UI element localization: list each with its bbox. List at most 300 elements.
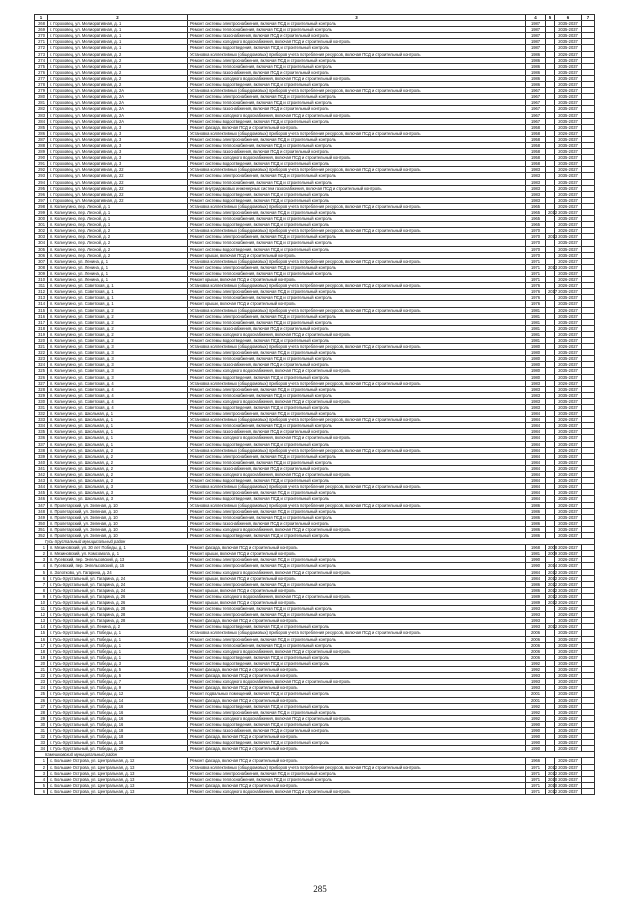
row-number: 275	[35, 63, 48, 69]
row-number: 346	[35, 496, 48, 502]
row-number: 345	[35, 490, 48, 496]
row-number: 13	[35, 618, 48, 624]
planned-period: 2035-2037	[555, 240, 582, 246]
work-type: Ремонт системы холодного водоснабжения, включая ПСД и строительный контроль	[188, 569, 526, 575]
row-number: 3	[35, 770, 48, 776]
year-built: 1984	[526, 496, 546, 502]
year-built: 1981	[526, 551, 546, 557]
year-built: 1990	[526, 563, 546, 569]
planned-period: 2035-2037	[555, 161, 582, 167]
planned-period: 2035-2037	[555, 478, 582, 484]
planned-period: 2035-2037	[555, 191, 582, 197]
address: г. Гороховец, ул. Мелиоративная, д. 3	[48, 124, 188, 130]
planned-period: 2035-2037	[555, 563, 582, 569]
planned-period: 2035-2037	[555, 33, 582, 39]
address: г. Гороховец, ул. Мелиоративная, д. 22	[48, 185, 188, 191]
work-type: Ремонт системы теплоснабжения, включая ПСД и строительный контроль	[188, 142, 526, 148]
planned-period: 2026-2027	[555, 545, 582, 551]
row-number: 32	[35, 734, 48, 740]
year-built: 1986	[526, 69, 546, 75]
work-type: Установка коллективных (общедомовых) приборов учета потребления ресурсов, включая ПСД и строительный контроль	[188, 51, 526, 57]
planned-period: 2035-2037	[555, 289, 582, 295]
work-type: Ремонт системы водоотведения, включая ПСД и строительный контроль	[188, 405, 526, 411]
planned-period: 2035-2037	[555, 411, 582, 417]
planned-period: 2035-2037	[555, 185, 582, 191]
row-number: 324	[35, 362, 48, 368]
row-number: 341	[35, 465, 48, 471]
address: п. Кольчугино, ул. Советская, д. 3	[48, 356, 188, 362]
year-built: 1967	[526, 106, 546, 112]
planned-period: 2035-2037	[555, 630, 582, 636]
planned-period: 2035-2037	[555, 587, 582, 593]
year-built: 1970	[526, 234, 546, 240]
year-built: 1983	[526, 405, 546, 411]
row-number: 6	[35, 788, 48, 794]
header-col-6: 6	[555, 15, 582, 21]
planned-period: 2035-2037	[555, 252, 582, 258]
row-number: 352	[35, 532, 48, 538]
year-last-repair: 2017	[546, 289, 555, 295]
planned-period: 2035-2037	[555, 124, 582, 130]
year-built: 1990	[526, 734, 546, 740]
planned-period: 2026-2027	[555, 130, 582, 136]
year-built: 1984	[526, 441, 546, 447]
work-type: Ремонт системы теплоснабжения, включая ПСД и строительный контроль	[188, 776, 526, 782]
work-type: Ремонт фасада, включая ПСД и строительный контроль	[188, 667, 526, 673]
work-type: Ремонт фасада, включая ПСД и строительный контроль	[188, 673, 526, 679]
work-type: Ремонт системы электроснабжения, включая ПСД и строительный контроль	[188, 94, 526, 100]
year-built: 1986	[526, 82, 546, 88]
address: г. Гусь-Хрустальный, ул. Победы, д. 1	[48, 654, 188, 660]
address: г. Гороховец, ул. Мелиоративная, д. 2	[48, 82, 188, 88]
address: г. Гороховец, ул. Мелиоративная, д. 22	[48, 191, 188, 197]
year-built: 1966	[526, 758, 546, 764]
work-type: Ремонт системы холодного водоснабжения, включая ПСД и строительный контроль	[188, 39, 526, 45]
year-last-repair: 2012	[546, 770, 555, 776]
row-number: 302	[35, 228, 48, 234]
address: п. Кольчугино, пер. Лесной, д. 2	[48, 240, 188, 246]
work-type: Ремонт фасада, включая ПСД и строительный контроль	[188, 782, 526, 788]
address: г. Гороховец, ул. Мелиоративная, д. 3	[48, 142, 188, 148]
work-type: Ремонт системы теплоснабжения, включая ПСД и строительный контроль	[188, 423, 526, 429]
address: г. Гусь-Хрустальный, ул. Победы, д. 18	[48, 740, 188, 746]
planned-period: 2035-2037	[555, 429, 582, 435]
address: г. Гусь-Хрустальный, ул. Гагарина, д. 28	[48, 606, 188, 612]
row-number: 10	[35, 600, 48, 606]
work-type: Ремонт системы электроснабжения, включая ПСД и строительный контроль	[188, 136, 526, 142]
address: п. Кольчугино, ул. Советская, д. 2	[48, 337, 188, 343]
row-number: 273	[35, 51, 48, 57]
work-type: Ремонт системы газоснабжения, включая ПСД и строительный контроль	[188, 465, 526, 471]
year-built: 1958	[526, 124, 546, 130]
work-type: Ремонт системы водоотведения, включая ПСД и строительный контроль	[188, 654, 526, 660]
address: г. Гороховец, ул. Мелиоративная, д. 2	[48, 75, 188, 81]
planned-period: 2035-2037	[555, 697, 582, 703]
address: п. Кольчугино, ул. Советская, д. 4	[48, 386, 188, 392]
planned-period: 2035-2037	[555, 782, 582, 788]
planned-period: 2035-2037	[555, 532, 582, 538]
year-built: 1976	[526, 283, 546, 289]
address: п. Кольчугино, ул. Советская, д. 2	[48, 325, 188, 331]
year-built: 1990	[526, 557, 546, 563]
address: г. Гусь-Хрустальный, ул. Победы, д. 7	[48, 679, 188, 685]
year-last-repair: 2012	[546, 210, 555, 216]
year-built: 1980	[526, 350, 546, 356]
row-number: 350	[35, 520, 48, 526]
planned-period: 2035-2037	[555, 155, 582, 161]
planned-period: 2035-2037	[555, 667, 582, 673]
year-built: 1981	[526, 307, 546, 313]
work-type: Установка коллективных (общедомовых) приборов учета потребления ресурсов, включая ПСД и строительный контроль	[188, 502, 526, 508]
row-number: 268	[35, 21, 48, 27]
work-type: Установка коллективных (общедомовых) приборов учета потребления ресурсов, включая ПСД и строительный контроль	[188, 447, 526, 453]
year-built: 2001	[526, 691, 546, 697]
planned-period: 2026-2027	[555, 612, 582, 618]
planned-period: 2035-2037	[555, 727, 582, 733]
work-type: Ремонт системы теплоснабжения, включая ПСД и строительный контроль	[188, 179, 526, 185]
table-body	[35, 21, 595, 795]
row-number: 315	[35, 307, 48, 313]
work-type: Ремонт системы водоотведения, включая ПСД и строительный контроль	[188, 624, 526, 630]
year-built: 2006	[526, 654, 546, 660]
row-number: 6	[35, 575, 48, 581]
planned-period: 2026-2027	[555, 88, 582, 94]
work-type: Ремонт фасада, включая ПСД и строительный контроль	[188, 685, 526, 691]
planned-period: 2026-2027	[555, 600, 582, 606]
address: с. Большие Острова, ул. Центральная, д. 12	[48, 758, 188, 764]
year-built: 1984	[526, 575, 546, 581]
work-type: Ремонт системы водоотведения, включая ПСД и строительный контроль	[188, 721, 526, 727]
work-type: Ремонт системы водоотведения, включая ПСД и строительный контроль	[188, 478, 526, 484]
address: г. Гороховец, ул. Мелиоративная, д. 1	[48, 39, 188, 45]
planned-period: 2035-2037	[555, 295, 582, 301]
year-built: 1984	[526, 447, 546, 453]
work-type: Ремонт системы водоотведения, включая ПСД и строительный контроль	[188, 197, 526, 203]
year-built: 1992	[526, 660, 546, 666]
planned-period: 2035-2037	[555, 136, 582, 142]
address: г. Гороховец, ул. Мелиоративная, д. 1	[48, 21, 188, 27]
year-built: 1987	[526, 27, 546, 33]
work-type: Ремонт крыши, включая ПСД и строительный контроль	[188, 600, 526, 606]
address: п. Кольчугино, ул. Советская, д. 4	[48, 392, 188, 398]
work-type: Установка коллективных (общедомовых) приборов учета потребления ресурсов, включая ПСД и строительный контроль	[188, 167, 526, 173]
row-number: 22	[35, 673, 48, 679]
address: п. Кольчугино, ул. Школьная, д. 3	[48, 490, 188, 496]
year-built: 1958	[526, 161, 546, 167]
work-type: Ремонт фасада, включая ПСД и строительный контроль	[188, 697, 526, 703]
work-type: Ремонт крыши, включая ПСД и строительный контроль	[188, 277, 526, 283]
year-built: 1993	[526, 685, 546, 691]
year-built: 1984	[526, 478, 546, 484]
year-built: 2006	[526, 642, 546, 648]
planned-period: 2035-2037	[555, 350, 582, 356]
planned-period: 2026-2027	[555, 344, 582, 350]
year-last-repair: 2009	[546, 551, 555, 557]
address: г. Гусь-Хрустальный, ул. Победы, д. 5	[48, 673, 188, 679]
year-built: 1958	[526, 149, 546, 155]
address: г. Гороховец, ул. Мелиоративная, д. 3	[48, 149, 188, 155]
header-col-3: 3	[188, 15, 526, 21]
work-type: Ремонт системы электроснабжения, включая ПСД и строительный контроль	[188, 386, 526, 392]
work-type: Ремонт системы теплоснабжения, включая ПСД и строительный контроль	[188, 514, 526, 520]
row-number: 304	[35, 240, 48, 246]
year-built: 1970	[526, 240, 546, 246]
row-number: 335	[35, 429, 48, 435]
row-number: 283	[35, 112, 48, 118]
address: г. Гусь-Хрустальный, ул. Победы, д. 9	[48, 685, 188, 691]
address: п. Кольчугино, ул. Советская, д. 3	[48, 344, 188, 350]
row-number: 307	[35, 258, 48, 264]
planned-period: 2035-2037	[555, 764, 582, 770]
work-type: Установка коллективных (общедомовых) приборов учета потребления ресурсов, включая ПСД и строительный контроль	[188, 203, 526, 209]
year-built: 1987	[526, 33, 546, 39]
row-number: 287	[35, 136, 48, 142]
planned-period: 2035-2037	[555, 459, 582, 465]
work-type: Ремонт системы теплоснабжения, включая ПСД и строительный контроль	[188, 27, 526, 33]
planned-period: 2026-2027	[555, 502, 582, 508]
row-number: 292	[35, 167, 48, 173]
year-built: 1980	[526, 344, 546, 350]
address: п. Кольчугино, пер. Лесной, д. 1	[48, 216, 188, 222]
address: г. Гусь-Хрустальный, ул. Гагарина, д. 26	[48, 600, 188, 606]
year-built: 1980	[526, 368, 546, 374]
row-number: 348	[35, 508, 48, 514]
address: г. Гусь-Хрустальный, ул. Победы, д. 20	[48, 746, 188, 752]
planned-period: 2026-2027	[555, 417, 582, 423]
address: п. Кольчугино, ул. Советская, д. 1	[48, 283, 188, 289]
year-last-repair: 2010	[546, 782, 555, 788]
address: г. Гороховец, ул. Мелиоративная, д. 1	[48, 27, 188, 33]
address: п. Кольчугино, ул. Советская, д. 1	[48, 289, 188, 295]
year-built: 1958	[526, 130, 546, 136]
year-built: 1967	[526, 88, 546, 94]
work-type: Установка коллективных (общедомовых) приборов учета потребления ресурсов, включая ПСД и строительный контроль	[188, 764, 526, 770]
address: п. Пролетарский, ул. Зеленая, д. 10	[48, 508, 188, 514]
address: г. Гусь-Хрустальный, ул. Победы, д. 16	[48, 715, 188, 721]
address: п. Кольчугино, пер. Лесной, д. 1	[48, 222, 188, 228]
work-type: Ремонт системы электроснабжения, включая ПСД и строительный контроль	[188, 709, 526, 715]
year-built: 1981	[526, 325, 546, 331]
year-built: 1971	[526, 277, 546, 283]
address: г. Гороховец, ул. Мелиоративная, д. 22	[48, 167, 188, 173]
planned-period: 2026-2027	[555, 484, 582, 490]
address: г. Гороховец, ул. Мелиоративная, д. 1	[48, 33, 188, 39]
planned-period: 2035-2037	[555, 514, 582, 520]
row-number: 26	[35, 697, 48, 703]
address: п. Золотково, ул. Гагарина, д. 24	[48, 569, 188, 575]
year-built: 1958	[526, 136, 546, 142]
planned-period: 2035-2037	[555, 222, 582, 228]
work-type: Ремонт системы электроснабжения, включая ПСД и строительный контроль	[188, 557, 526, 563]
address: г. Гороховец, ул. Мелиоративная, д. 2	[48, 69, 188, 75]
work-type: Ремонт системы теплоснабжения, включая ПСД и строительный контроль	[188, 356, 526, 362]
year-built: 1990	[526, 740, 546, 746]
row-number: 29	[35, 715, 48, 721]
address: п. Кольчугино, пер. Лесной, д. 2	[48, 252, 188, 258]
row-number: 17	[35, 642, 48, 648]
address: п. Кольчугино, ул. Школьная, д. 1	[48, 435, 188, 441]
row-number: 271	[35, 39, 48, 45]
address: г. Гусь-Хрустальный, ул. Гагарина, д. 28	[48, 618, 188, 624]
planned-period: 2035-2037	[555, 508, 582, 514]
work-type: Ремонт системы газоснабжения, включая ПСД и строительный контроль	[188, 520, 526, 526]
row-number: 272	[35, 45, 48, 51]
work-type: Установка коллективных (общедомовых) приборов учета потребления ресурсов, включая ПСД и строительный контроль	[188, 130, 526, 136]
year-built: 1984	[526, 423, 546, 429]
row-number: 319	[35, 331, 48, 337]
row-number: 9	[35, 593, 48, 599]
planned-period: 2035-2037	[555, 551, 582, 557]
planned-period: 2035-2037	[555, 368, 582, 374]
year-built: 1970	[526, 252, 546, 258]
year-built: 1976	[526, 289, 546, 295]
year-built: 1986	[526, 57, 546, 63]
work-type: Ремонт системы электроснабжения, включая ПСД и строительный контроль	[188, 234, 526, 240]
row-number: 303	[35, 234, 48, 240]
address: г. Гусь-Хрустальный, ул. Победы, д. 1	[48, 630, 188, 636]
row-number: 270	[35, 33, 48, 39]
planned-period: 2035-2037	[555, 210, 582, 216]
planned-period: 2035-2037	[555, 703, 582, 709]
work-type: Ремонт системы газоснабжения, включая ПСД и строительный контроль	[188, 429, 526, 435]
year-built: 1958	[526, 142, 546, 148]
work-type: Ремонт системы водоотведения, включая ПСД и строительный контроль	[188, 374, 526, 380]
year-built: 1984	[526, 490, 546, 496]
address: г. Гороховец, ул. Мелиоративная, д. 2А	[48, 100, 188, 106]
planned-period: 2035-2037	[555, 746, 582, 752]
work-type: Ремонт системы теплоснабжения, включая ПСД и строительный контроль	[188, 295, 526, 301]
address: г. Гороховец, ул. Мелиоративная, д. 2	[48, 51, 188, 57]
row-number: 31	[35, 727, 48, 733]
work-type: Установка коллективных (общедомовых) приборов учета потребления ресурсов, включая ПСД и строительный контроль	[188, 484, 526, 490]
planned-period: 2035-2037	[555, 27, 582, 33]
year-built: 1983	[526, 185, 546, 191]
year-built: 1986	[526, 502, 546, 508]
work-type: Ремонт фасада, включая ПСД и строительный контроль	[188, 545, 526, 551]
year-built: 1965	[526, 210, 546, 216]
row-number: 334	[35, 423, 48, 429]
work-type: Ремонт системы теплоснабжения, включая ПСД и строительный контроль	[188, 392, 526, 398]
work-type: Ремонт крыши, включая ПСД и строительный контроль	[188, 587, 526, 593]
row-number: 339	[35, 453, 48, 459]
year-built: 1992	[526, 703, 546, 709]
planned-period: 2035-2037	[555, 39, 582, 45]
address: п. Кольчугино, ул. Школьная, д. 1	[48, 417, 188, 423]
work-type: Установка коллективных (общедомовых) приборов учета потребления ресурсов, включая ПСД и строительный контроль	[188, 88, 526, 94]
work-type: Установка коллективных (общедомовых) приборов учета потребления ресурсов, включая ПСД и строительный контроль	[188, 630, 526, 636]
work-type: Ремонт крыши, включая ПСД и строительный контроль	[188, 301, 526, 307]
year-last-repair: 2012	[546, 788, 555, 794]
row-number: 7	[35, 581, 48, 587]
year-built: 1983	[526, 173, 546, 179]
work-type: Ремонт системы газоснабжения, включая ПСД и строительный контроль	[188, 362, 526, 368]
planned-period: 2026-2027	[555, 575, 582, 581]
address: п. Кольчугино, пер. Лесной, д. 1	[48, 203, 188, 209]
address: г. Гусь-Хрустальный, ул. Победы, д. 1	[48, 636, 188, 642]
work-type: Ремонт системы холодного водоснабжения, включая ПСД и строительный контроль	[188, 648, 526, 654]
planned-period: 2035-2037	[555, 106, 582, 112]
address: г. Гороховец, ул. Мелиоративная, д. 2А	[48, 118, 188, 124]
year-built: 1987	[526, 21, 546, 27]
work-type: Ремонт системы холодного водоснабжения, включая ПСД и строительный контроль	[188, 593, 526, 599]
work-type: Ремонт системы теплоснабжения, включая ПСД и строительный контроль	[188, 459, 526, 465]
work-type: Ремонт системы теплоснабжения, включая ПСД и строительный контроль	[188, 63, 526, 69]
year-built: 1967	[526, 94, 546, 100]
planned-period: 2035-2037	[555, 149, 582, 155]
planned-period: 2035-2037	[555, 362, 582, 368]
year-built: 1980	[526, 374, 546, 380]
address: г. Гороховец, ул. Мелиоративная, д. 1	[48, 45, 188, 51]
row-number: 316	[35, 313, 48, 319]
row-number: 306	[35, 252, 48, 258]
planned-period: 2026-2027	[555, 447, 582, 453]
planned-period: 2035-2037	[555, 709, 582, 715]
year-built: 1971	[526, 264, 546, 270]
planned-period: 2035-2037	[555, 618, 582, 624]
address: г. Гусь-Хрустальный, ул. Гагарина, д. 28	[48, 612, 188, 618]
planned-period: 2035-2037	[555, 270, 582, 276]
address: г. Гусь-Хрустальный, ул. Победы, д. 5	[48, 667, 188, 673]
address: п. Кольчугино, ул. Советская, д. 1	[48, 301, 188, 307]
year-built: 1992	[526, 667, 546, 673]
planned-period: 2035-2037	[555, 331, 582, 337]
work-type: Ремонт системы электроснабжения, включая ПСД и строительный контроль	[188, 581, 526, 587]
address: г. Гусь-Хрустальный, ул. Гагарина, д. 26	[48, 593, 188, 599]
planned-period: 2035-2037	[555, 319, 582, 325]
planned-period: 2035-2037	[555, 673, 582, 679]
work-type: Ремонт системы водоотведения, включая ПСД и строительный контроль	[188, 45, 526, 51]
year-built: 2001	[526, 697, 546, 703]
address: п. Кольчугино, ул. Школьная, д. 2	[48, 472, 188, 478]
row-number: 342	[35, 472, 48, 478]
year-last-repair: 2012	[546, 593, 555, 599]
address: п. Гусевский, пер. Энгельсовский, д. 15	[48, 563, 188, 569]
work-type: Ремонт системы электроснабжения, включая ПСД и строительный контроль	[188, 289, 526, 295]
row-number: 18	[35, 648, 48, 654]
year-last-repair: 2010	[546, 776, 555, 782]
work-type: Ремонт системы электроснабжения, включая ПСД и строительный контроль	[188, 173, 526, 179]
year-built: 1965	[526, 222, 546, 228]
planned-period: 2035-2037	[555, 325, 582, 331]
row-number: 343	[35, 478, 48, 484]
work-type: Ремонт системы водоотведения, включая ПСД и строительный контроль	[188, 740, 526, 746]
planned-period: 2035-2037	[555, 216, 582, 222]
row-number: 284	[35, 118, 48, 124]
planned-period: 2026-2027	[555, 283, 582, 289]
work-type: Ремонт системы холодного водоснабжения, включая ПСД и строительный контроль	[188, 368, 526, 374]
planned-period: 2035-2037	[555, 246, 582, 252]
year-built: 1990	[526, 727, 546, 733]
year-built: 1986	[526, 514, 546, 520]
planned-period: 2035-2037	[555, 642, 582, 648]
planned-period: 2035-2037	[555, 520, 582, 526]
planned-period: 2026-2027	[555, 557, 582, 563]
address: п. Кольчугино, ул. Советская, д. 2	[48, 331, 188, 337]
address: п. Кольчугино, ул. Советская, д. 3	[48, 368, 188, 374]
planned-period: 2035-2037	[555, 142, 582, 148]
row-number: 300	[35, 216, 48, 222]
work-type: Ремонт системы холодного водоснабжения, включая ПСД и строительный контроль	[188, 715, 526, 721]
year-built: 1993	[526, 618, 546, 624]
planned-period: 2035-2037	[555, 337, 582, 343]
header-col-7: 7	[582, 15, 595, 21]
planned-period: 2035-2037	[555, 392, 582, 398]
planned-period: 2035-2037	[555, 100, 582, 106]
section-title: Гусь-Хрустальный муниципальный район	[35, 539, 595, 545]
year-built: 2006	[526, 630, 546, 636]
table-row	[35, 788, 595, 794]
row-number: 291	[35, 161, 48, 167]
